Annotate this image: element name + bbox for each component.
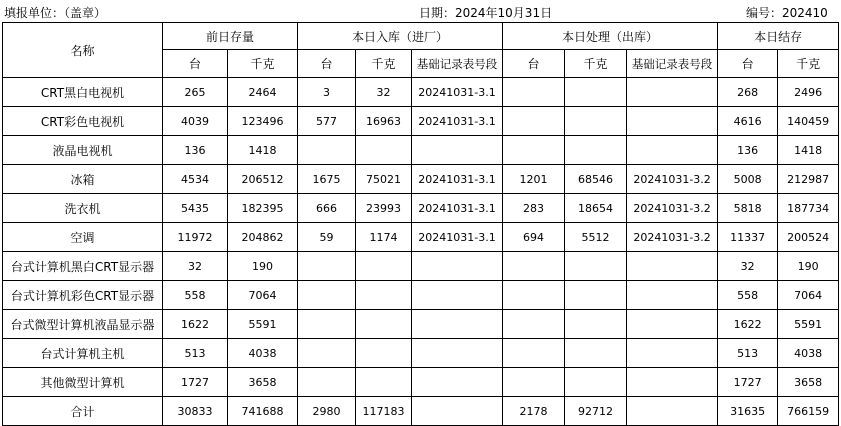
prev-count-cell: 5435 (163, 194, 228, 223)
item-name-cell: 冰箱 (3, 165, 163, 194)
out-record-range-cell (627, 136, 718, 165)
out-count-cell (503, 107, 565, 136)
in-record-range-cell: 20241031-3.1 (412, 165, 503, 194)
in-record-range-cell: 20241031-3.1 (412, 223, 503, 252)
in-record-range-cell (412, 397, 503, 426)
close-count-cell: 513 (718, 339, 778, 368)
out-record-range-cell: 20241031-3.2 (627, 194, 718, 223)
item-name-cell: CRT黑白电视机 (3, 78, 163, 107)
subheader-count: 台 (718, 50, 778, 78)
close-count-cell: 268 (718, 78, 778, 107)
out-record-range-cell: 20241031-3.2 (627, 223, 718, 252)
in-count-cell (298, 136, 356, 165)
column-header-name: 名称 (3, 23, 163, 78)
table-row (3, 136, 839, 165)
table-row (3, 107, 839, 136)
table-body (3, 78, 839, 426)
in-count-cell (298, 368, 356, 397)
out-weight-cell (565, 107, 627, 136)
in-count-cell: 2980 (298, 397, 356, 426)
close-weight-cell: 7064 (778, 281, 839, 310)
in-weight-cell (356, 136, 412, 165)
prev-weight-cell: 204862 (228, 223, 298, 252)
prev-count-cell: 558 (163, 281, 228, 310)
in-weight-cell (356, 368, 412, 397)
prev-weight-cell: 206512 (228, 165, 298, 194)
total-row (3, 397, 839, 426)
close-count-cell: 136 (718, 136, 778, 165)
close-weight-cell: 4038 (778, 339, 839, 368)
close-count-cell: 32 (718, 252, 778, 281)
out-record-range-cell (627, 281, 718, 310)
table-row (3, 78, 839, 107)
in-count-cell: 666 (298, 194, 356, 223)
filing-unit-label: 填报单位：（盖章） (4, 6, 107, 20)
prev-count-cell: 32 (163, 252, 228, 281)
in-count-cell (298, 281, 356, 310)
inventory-table (2, 22, 839, 426)
column-header-prev-stock: 前日存量 (163, 23, 298, 50)
prev-weight-cell: 4038 (228, 339, 298, 368)
out-weight-cell: 68546 (565, 165, 627, 194)
close-weight-cell: 190 (778, 252, 839, 281)
out-count-cell: 2178 (503, 397, 565, 426)
close-weight-cell: 140459 (778, 107, 839, 136)
out-count-cell (503, 310, 565, 339)
close-count-cell: 31635 (718, 397, 778, 426)
close-weight-cell: 5591 (778, 310, 839, 339)
out-weight-cell: 5512 (565, 223, 627, 252)
subheader-weight: 千克 (228, 50, 298, 78)
prev-count-cell: 1727 (163, 368, 228, 397)
out-record-range-cell (627, 107, 718, 136)
out-count-cell: 1201 (503, 165, 565, 194)
out-weight-cell: 18654 (565, 194, 627, 223)
table-row (3, 252, 839, 281)
in-count-cell: 1675 (298, 165, 356, 194)
out-count-cell (503, 136, 565, 165)
table-row (3, 165, 839, 194)
table-row (3, 339, 839, 368)
subheader-count: 台 (298, 50, 356, 78)
in-weight-cell: 75021 (356, 165, 412, 194)
out-weight-cell (565, 136, 627, 165)
out-weight-cell (565, 281, 627, 310)
out-weight-cell (565, 310, 627, 339)
prev-weight-cell: 5591 (228, 310, 298, 339)
in-weight-cell: 23993 (356, 194, 412, 223)
in-count-cell (298, 339, 356, 368)
close-count-cell: 5008 (718, 165, 778, 194)
table-row (3, 281, 839, 310)
out-record-range-cell (627, 339, 718, 368)
subheader-weight: 千克 (356, 50, 412, 78)
out-weight-cell: 92712 (565, 397, 627, 426)
in-count-cell (298, 310, 356, 339)
item-name-cell: 合计 (3, 397, 163, 426)
subheader-record-range: 基础记录表号段 (627, 50, 718, 78)
prev-weight-cell: 3658 (228, 368, 298, 397)
out-count-cell: 694 (503, 223, 565, 252)
out-record-range-cell (627, 368, 718, 397)
in-weight-cell (356, 310, 412, 339)
prev-weight-cell: 2464 (228, 78, 298, 107)
in-record-range-cell (412, 368, 503, 397)
out-record-range-cell (627, 78, 718, 107)
out-count-cell (503, 78, 565, 107)
subheader-count: 台 (163, 50, 228, 78)
prev-weight-cell: 1418 (228, 136, 298, 165)
subheader-record-range: 基础记录表号段 (412, 50, 503, 78)
in-count-cell (298, 252, 356, 281)
prev-count-cell: 513 (163, 339, 228, 368)
in-record-range-cell (412, 310, 503, 339)
out-count-cell: 283 (503, 194, 565, 223)
in-weight-cell (356, 281, 412, 310)
prev-count-cell: 4039 (163, 107, 228, 136)
table-row (3, 368, 839, 397)
out-count-cell (503, 368, 565, 397)
in-record-range-cell: 20241031-3.1 (412, 78, 503, 107)
in-count-cell: 3 (298, 78, 356, 107)
item-name-cell: 台式计算机彩色CRT显示器 (3, 281, 163, 310)
prev-weight-cell: 182395 (228, 194, 298, 223)
close-weight-cell: 2496 (778, 78, 839, 107)
table-row (3, 194, 839, 223)
item-name-cell: 液晶电视机 (3, 136, 163, 165)
in-weight-cell (356, 252, 412, 281)
close-weight-cell: 212987 (778, 165, 839, 194)
prev-weight-cell: 741688 (228, 397, 298, 426)
close-count-cell: 5818 (718, 194, 778, 223)
out-record-range-cell (627, 310, 718, 339)
out-weight-cell (565, 368, 627, 397)
close-count-cell: 11337 (718, 223, 778, 252)
close-weight-cell: 200524 (778, 223, 839, 252)
in-count-cell: 59 (298, 223, 356, 252)
table-row (3, 223, 839, 252)
column-header-closing: 本日结存 (718, 23, 839, 50)
in-weight-cell: 117183 (356, 397, 412, 426)
close-weight-cell: 3658 (778, 368, 839, 397)
in-count-cell: 577 (298, 107, 356, 136)
prev-weight-cell: 123496 (228, 107, 298, 136)
item-name-cell: CRT彩色电视机 (3, 107, 163, 136)
prev-count-cell: 136 (163, 136, 228, 165)
in-record-range-cell: 20241031-3.1 (412, 194, 503, 223)
in-weight-cell: 1174 (356, 223, 412, 252)
item-name-cell: 台式计算机黑白CRT显示器 (3, 252, 163, 281)
in-weight-cell (356, 339, 412, 368)
close-count-cell: 4616 (718, 107, 778, 136)
subheader-count: 台 (503, 50, 565, 78)
column-header-inbound: 本日入库（进厂） (298, 23, 503, 50)
item-name-cell: 其他微型计算机 (3, 368, 163, 397)
prev-count-cell: 4534 (163, 165, 228, 194)
report-date: 日期：2024年10月31日 (419, 6, 553, 20)
in-weight-cell: 16963 (356, 107, 412, 136)
prev-count-cell: 11972 (163, 223, 228, 252)
close-count-cell: 558 (718, 281, 778, 310)
close-count-cell: 1727 (718, 368, 778, 397)
item-name-cell: 洗衣机 (3, 194, 163, 223)
prev-weight-cell: 190 (228, 252, 298, 281)
out-weight-cell (565, 339, 627, 368)
item-name-cell: 台式微型计算机液晶显示器 (3, 310, 163, 339)
close-weight-cell: 1418 (778, 136, 839, 165)
report-number: 编号：202410 (746, 6, 828, 20)
report-header (0, 0, 841, 22)
item-name-cell: 空调 (3, 223, 163, 252)
subheader-weight: 千克 (565, 50, 627, 78)
out-weight-cell (565, 78, 627, 107)
close-count-cell: 1622 (718, 310, 778, 339)
prev-count-cell: 1622 (163, 310, 228, 339)
prev-count-cell: 265 (163, 78, 228, 107)
in-record-range-cell (412, 339, 503, 368)
subheader-weight: 千克 (778, 50, 839, 78)
out-record-range-cell (627, 252, 718, 281)
out-weight-cell (565, 252, 627, 281)
item-name-cell: 台式计算机主机 (3, 339, 163, 368)
in-record-range-cell (412, 252, 503, 281)
prev-weight-cell: 7064 (228, 281, 298, 310)
in-weight-cell: 32 (356, 78, 412, 107)
out-count-cell (503, 339, 565, 368)
out-record-range-cell (627, 397, 718, 426)
close-weight-cell: 766159 (778, 397, 839, 426)
out-record-range-cell: 20241031-3.2 (627, 165, 718, 194)
table-row (3, 310, 839, 339)
in-record-range-cell: 20241031-3.1 (412, 107, 503, 136)
in-record-range-cell (412, 281, 503, 310)
in-record-range-cell (412, 136, 503, 165)
close-weight-cell: 187734 (778, 194, 839, 223)
out-count-cell (503, 281, 565, 310)
prev-count-cell: 30833 (163, 397, 228, 426)
out-count-cell (503, 252, 565, 281)
column-header-processed: 本日处理（出库） (503, 23, 718, 50)
